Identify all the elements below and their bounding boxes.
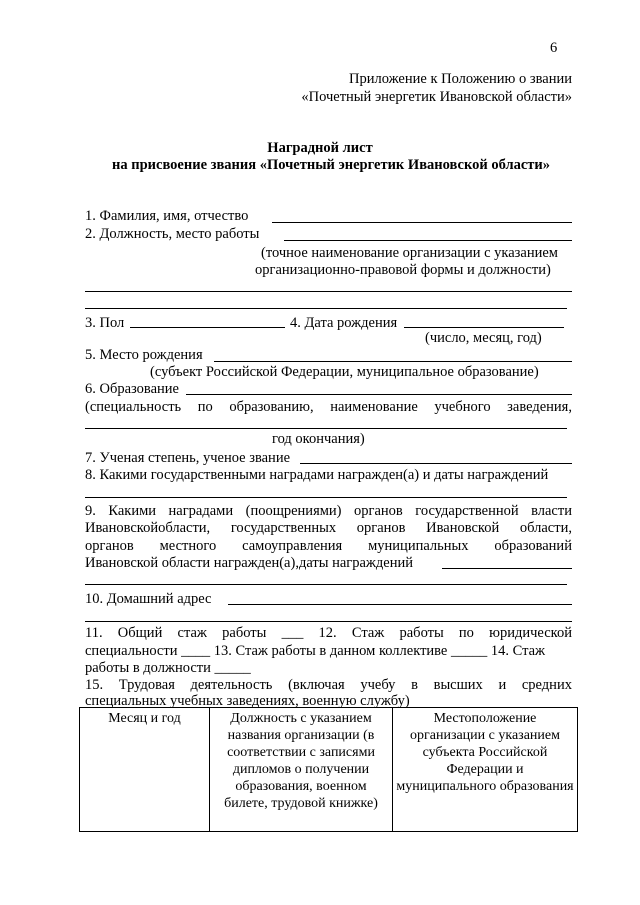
field-5-label: 5. Место рождения [85, 347, 203, 363]
f9-word: (поощрениями) [245, 503, 342, 519]
f15-word: в [411, 677, 418, 693]
field-6-label: 6. Образование [85, 381, 179, 397]
f15-word: (включая [288, 677, 345, 693]
field-2-extra-line-2[interactable] [85, 308, 567, 309]
f15-word: 15. [85, 677, 104, 693]
f11-word: работы [222, 625, 267, 641]
field-4-hint: (число, месяц, год) [425, 330, 542, 346]
f11-word: юридической [489, 625, 572, 641]
field-10-label: 10. Домашний адрес [85, 591, 212, 607]
f9-word: органов [356, 520, 406, 536]
f15-word: учебу [360, 677, 396, 693]
f9-word: местного [159, 538, 217, 554]
field-2-line[interactable] [284, 240, 572, 241]
field-7-line[interactable] [300, 463, 572, 464]
f9-word: органов [85, 538, 134, 554]
field-4-label: 4. Дата рождения [290, 315, 398, 331]
f15-word: высших [433, 677, 483, 693]
f9-word: муниципальных [368, 538, 469, 554]
field-9-extra-line[interactable] [85, 584, 567, 585]
field-2-hint-1: (точное наименование организации с указанием [261, 245, 558, 261]
f9-word: органов [354, 503, 403, 519]
f11-word: Общий [117, 625, 163, 641]
field-9-line-1 [85, 503, 572, 519]
field-9-line-2 [85, 520, 572, 536]
table-header-cell: Местоположение организации с указанием субъекта Российской Федерации и муниципального образования [393, 708, 578, 832]
field-9-line-4: Ивановской области награжден(а),даты награждений [85, 555, 414, 571]
f9-word: государственной [415, 503, 519, 519]
table-header-row [80, 708, 578, 832]
f11-word[interactable]: ___ [281, 625, 304, 641]
f15-word: Трудовая [118, 677, 175, 693]
hint-word: наименование [330, 399, 418, 415]
field-6-hint [85, 399, 572, 415]
field-2-extra-line-1[interactable] [85, 291, 572, 292]
f9-word: 9. [85, 503, 96, 519]
hint-word: заведения, [507, 399, 572, 415]
table-header-cell: Должность с указанием названия организации (в соответствии с записями дипломов о получении образования, военном билете, трудовой книжке) [210, 708, 393, 832]
page-number: 6 [550, 40, 558, 56]
hint-word: по [197, 399, 213, 415]
field-3-line[interactable] [130, 327, 285, 328]
field-11-line-2[interactable]: специальности ____ 13. Стаж работы в данном коллективе _____ 14. Стаж [85, 643, 546, 659]
work-history-table [79, 707, 578, 832]
f15-word: средних [521, 677, 572, 693]
f11-word: 11. [85, 625, 103, 641]
field-15-line-1 [85, 677, 572, 693]
field-8-line[interactable] [85, 497, 567, 498]
field-6-extra-line[interactable] [85, 428, 567, 429]
field-6-line[interactable] [186, 394, 572, 395]
field-9-line-3 [85, 538, 572, 554]
f9-word: Ивановской [426, 520, 500, 536]
f9-word: образований [494, 538, 572, 554]
f11-word: стаж [177, 625, 207, 641]
f9-word: самоуправления [242, 538, 343, 554]
f9-word: власти [531, 503, 572, 519]
f11-word: работы [399, 625, 444, 641]
appendix-line-1: Приложение к Положению о звании [349, 71, 572, 87]
field-2-label: 2. Должность, место работы [85, 226, 260, 242]
hint-word: образованию, [229, 399, 314, 415]
field-11-line-1 [85, 625, 572, 641]
field-11-line-3[interactable]: работы в должности _____ [85, 660, 251, 676]
f9-word: области, [519, 520, 572, 536]
field-10-line[interactable] [228, 604, 572, 605]
field-7-label: 7. Ученая степень, ученое звание [85, 450, 291, 466]
hint-word: учебного [434, 399, 491, 415]
field-4-line[interactable] [404, 327, 564, 328]
f9-word: Ивановскойобласти, [85, 520, 211, 536]
field-9-line[interactable] [442, 568, 572, 569]
f15-word: и [498, 677, 507, 693]
document-subtitle: на присвоение звания «Почетный энергетик Ивановской области» [112, 157, 551, 173]
field-8-label: 8. Какими государственными наградами награжден(а) и даты награждений [85, 467, 549, 483]
f9-word: наградами [168, 503, 234, 519]
field-6-hint-end: год окончания) [272, 431, 365, 447]
table-header-cell: Месяц и год [80, 708, 210, 832]
field-2-hint-2: организационно-правовой формы и должности) [255, 262, 551, 278]
appendix-line-2: «Почетный энергетик Ивановской области» [301, 89, 572, 105]
f9-word: Какими [108, 503, 157, 519]
f11-word: 12. [318, 625, 337, 641]
document-title: Наградной лист [267, 140, 373, 156]
f9-word: государственных [230, 520, 337, 536]
f11-word: по [458, 625, 474, 641]
f11-word: Стаж [351, 625, 385, 641]
field-10-extra-line[interactable] [85, 621, 572, 622]
field-15-line-2: специальных учебных заведениях, военную службу) [85, 693, 410, 709]
field-1-label: 1. Фамилия, имя, отчество [85, 208, 249, 224]
field-3-label: 3. Пол [85, 315, 125, 331]
hint-word: (специальность [85, 399, 182, 415]
f15-word: деятельность [190, 677, 273, 693]
field-1-line[interactable] [272, 222, 572, 223]
field-5-line[interactable] [214, 361, 572, 362]
field-5-hint: (субъект Российской Федерации, муниципальное образование) [150, 364, 539, 380]
